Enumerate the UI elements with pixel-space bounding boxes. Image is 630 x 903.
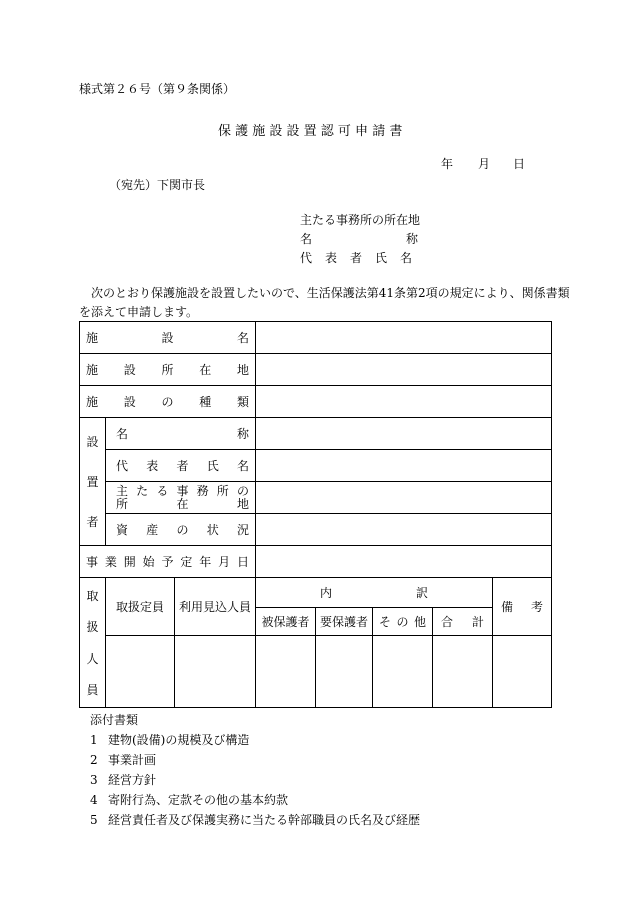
applicant-address-label: 主たる事務所の所在地: [300, 213, 421, 227]
founder-assets-label: 資 産 の 状 況: [106, 514, 256, 546]
applicant-rep-label: 代 表 者 氏 名: [300, 251, 412, 265]
facility-location-field[interactable]: [256, 354, 552, 386]
needs-protection-header: 要保護者: [316, 608, 373, 636]
founder-label: 設 置 者: [80, 418, 106, 546]
capacity-header: 取扱定員: [106, 578, 175, 636]
application-table: [79, 321, 552, 708]
remarks-field[interactable]: [493, 636, 552, 708]
founder-name-label: 名 称: [106, 418, 256, 450]
facility-name-field[interactable]: [256, 322, 552, 354]
page-title: 保 護 施 設 設 置 認 可 申 請 書: [218, 124, 403, 139]
remarks-header: 備 考: [493, 578, 552, 636]
founder-office-field[interactable]: [256, 482, 552, 514]
addressee: （宛先）下関市長: [109, 178, 206, 192]
other-field[interactable]: [373, 636, 433, 708]
facility-name-label: 施 設 名: [80, 322, 256, 354]
form-number: 様式第２６号（第９条関係）: [79, 82, 236, 96]
founder-rep-field[interactable]: [256, 450, 552, 482]
expected-users-field[interactable]: [175, 636, 256, 708]
handled-label: 取 扱 人 員: [80, 578, 106, 708]
attachment-item: 2 事業計画: [90, 753, 157, 767]
attachment-item: 4 寄附行為、定款その他の基本約款: [90, 793, 289, 807]
total-header: 合 計: [433, 608, 493, 636]
expected-users-header: 利用見込人員: [175, 578, 256, 636]
applicant-name-label: 名 称: [300, 232, 418, 246]
founder-name-field[interactable]: [256, 418, 552, 450]
attachment-item: 5 経営責任者及び保護実務に当たる幹部職員の氏名及び経歴: [90, 813, 421, 827]
facility-location-label: 施 設 所 在 地: [80, 354, 256, 386]
start-date-label: 事 業 開 始 予 定 年 月 日: [80, 546, 256, 578]
date-year: 年: [441, 157, 454, 171]
facility-type-field[interactable]: [256, 386, 552, 418]
founder-rep-label: 代 表 者 氏 名: [106, 450, 256, 482]
date-month: 月: [478, 157, 491, 171]
date-day: 日: [513, 157, 526, 171]
attachment-item: 1 建物(設備)の規模及び構造: [90, 733, 250, 747]
capacity-field[interactable]: [106, 636, 175, 708]
protected-header: 被保護者: [256, 608, 316, 636]
other-header: そ の 他: [373, 608, 433, 636]
attachments-heading: 添付書類: [90, 713, 139, 727]
statement-line-2: を添えて申請します。: [79, 305, 199, 319]
total-field[interactable]: [433, 636, 493, 708]
founder-office-label: 主 た る 事 務 所 の 所 在 地: [106, 482, 256, 514]
start-date-field[interactable]: [256, 546, 552, 578]
needs-protection-field[interactable]: [316, 636, 373, 708]
protected-field[interactable]: [256, 636, 316, 708]
facility-type-label: 施 設 の 種 類: [80, 386, 256, 418]
breakdown-header: 内 訳: [256, 578, 493, 608]
founder-assets-field[interactable]: [256, 514, 552, 546]
attachment-item: 3 経営方針: [90, 773, 157, 787]
statement-line-1: 次のとおり保護施設を設置したいので、生活保護法第41条第2項の規定により、関係書類: [91, 286, 570, 300]
